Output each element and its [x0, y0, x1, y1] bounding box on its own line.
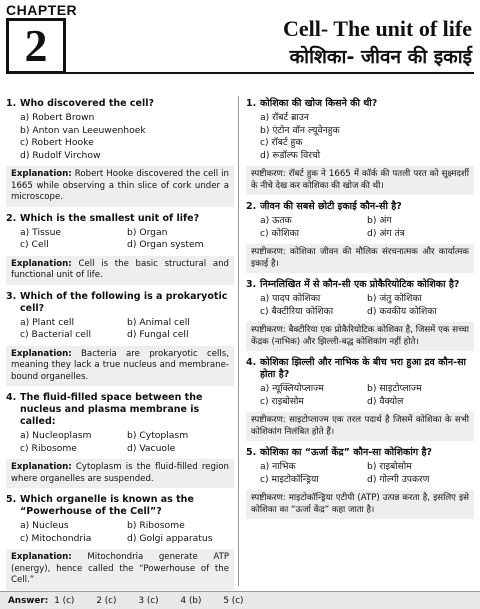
answer-item: 4 (b): [180, 595, 202, 606]
question-heading: [6, 494, 234, 518]
option-item: d) वैक्योल: [367, 395, 404, 407]
explanation-text: Cytoplasm is the fluid-filled region where organelles are suspended.: [11, 462, 229, 484]
question-heading: [246, 201, 474, 213]
question-text: निम्नलिखित में से कौन-सी एक प्रोकैरियोटिक कोशिका है?: [260, 279, 460, 290]
question-block: [6, 494, 234, 590]
question-heading: [246, 98, 474, 110]
hindi-questions-column: [246, 98, 474, 525]
answer-item: 2 (c): [96, 595, 117, 606]
option-item: a) ऊतक: [260, 215, 292, 226]
chapter-rule: [66, 72, 474, 74]
answer-item: 1 (c): [54, 595, 75, 606]
question-number: 2.: [6, 212, 17, 224]
english-questions-column: [6, 98, 234, 596]
option-item: b) जंतु कोशिका: [367, 293, 422, 304]
option-item: d) Vacuole: [127, 442, 176, 454]
question-text: कोशिका झिल्ली और नाभिक के बीच भरा हुआ द्रव कौन-सा होता है?: [260, 357, 466, 380]
option-item: d) कवकीय कोशिका: [367, 305, 437, 317]
option-item: c) रॉबर्ट हुक: [260, 137, 303, 148]
question-heading: [246, 279, 474, 291]
options-list: [20, 430, 234, 455]
option-item: d) Fungal cell: [127, 329, 189, 340]
question-block: [6, 98, 234, 207]
explanation-text: कोशिका जीवन की मौलिक संरचनात्मक और कार्यात्मक इकाई है।: [251, 247, 469, 269]
question-text: Who discovered the cell?: [20, 98, 154, 109]
question-block: [246, 447, 474, 519]
explanation-label: Explanation:: [11, 169, 72, 179]
answer-label: Answer:: [8, 595, 49, 606]
option-item: c) बैक्टीरिया कोशिका: [260, 305, 334, 317]
option-item: c) Mitochondria: [20, 532, 92, 544]
option-item: d) Organ system: [127, 239, 204, 250]
question-text: Which organelle is known as the “Powerhouse of the Cell”?: [20, 494, 194, 517]
question-block: [246, 201, 474, 273]
explanation-label: Explanation:: [11, 462, 72, 472]
option-item: a) रॉबर्ट ब्राउन: [260, 112, 309, 123]
explanation-text: माइटोकॉन्ड्रिया एटीपी (ATP) उत्पन्न करता है, इसलिए इसे कोशिका का “ऊर्जा केंद्र” कहा जाता है।: [251, 493, 469, 515]
explanation-label: Explanation:: [11, 348, 72, 359]
option-item: d) गोल्गी उपकरण: [367, 473, 430, 485]
answer-bar: [0, 591, 480, 609]
question-number: 4.: [246, 357, 257, 368]
option-item: a) न्यूक्लियोप्लाज्म: [260, 383, 324, 394]
option-item: b) Anton van Leeuwenhoek: [20, 124, 146, 136]
explanation-text: Cell is the basic structural and functional unit of life.: [11, 258, 229, 280]
title-hindi: कोशिका- जीवन की इकाई: [289, 46, 472, 68]
option-item: b) साइटोप्लाज्म: [367, 383, 422, 394]
question-number: 5.: [246, 447, 257, 458]
column-divider: [238, 96, 239, 586]
explanation-box: [246, 322, 474, 351]
explanation-box: [6, 549, 234, 590]
options-list: [20, 112, 234, 162]
explanation-box: [246, 244, 474, 273]
option-item: b) Animal cell: [127, 316, 190, 328]
options-list: [260, 215, 474, 240]
option-item: b) राइबोसोम: [367, 461, 412, 472]
question-number: 4.: [6, 392, 17, 403]
question-number: 5.: [6, 494, 17, 505]
question-text: Which is the smallest unit of life?: [20, 212, 200, 224]
question-block: [6, 213, 234, 285]
option-item: b) एंटोन वॉन ल्यूवेनहुक: [260, 124, 340, 136]
question-number: 1.: [6, 98, 17, 109]
option-item: c) Ribosome: [20, 442, 77, 454]
explanation-label: स्पष्टीकरण:: [251, 415, 286, 425]
option-item: b) Organ: [127, 226, 168, 238]
options-list: [260, 112, 474, 162]
answer-item: 3 (c): [138, 595, 159, 606]
explanation-box: [6, 459, 234, 488]
explanation-box: [6, 256, 234, 285]
question-heading: [6, 213, 234, 225]
question-block: [246, 279, 474, 351]
explanation-text: Mitochondria generate ATP (energy), hence called the “Powerhouse of the Cell.”: [11, 552, 229, 585]
question-text: The fluid-filled space between the nucleus and plasma membrane is called:: [20, 392, 203, 427]
option-item: a) पादप कोशिका: [260, 293, 321, 304]
explanation-box: [6, 166, 234, 207]
explanation-text: साइटोप्लाज्म एक तरल पदार्थ है जिसमें कोशिका के सभी कोशिकांग निलंबित होते हैं।: [251, 415, 469, 437]
explanation-label: स्पष्टीकरण:: [251, 247, 286, 257]
explanation-text: रॉबर्ट हुक ने 1665 में कॉर्क की पतली परत को सूक्ष्मदर्शी के नीचे देख कर कोशिका की खोज की थी।: [251, 169, 469, 191]
options-list: [20, 317, 234, 342]
question-number: 3.: [6, 290, 17, 302]
explanation-text: Robert Hooke discovered the cell in 1665 while observing a thin slice of cork under a microscope.: [11, 169, 229, 202]
question-heading: [6, 98, 234, 110]
option-item: a) नाभिक: [260, 461, 296, 472]
explanation-label: स्पष्टीकरण:: [251, 493, 286, 503]
explanation-box: [6, 346, 234, 387]
question-heading: [6, 291, 234, 315]
answer-item: 5 (c): [223, 595, 244, 606]
option-item: c) Robert Hooke: [20, 137, 94, 148]
question-heading: [246, 357, 474, 381]
option-item: a) Nucleoplasm: [20, 430, 92, 441]
explanation-label: Explanation:: [11, 258, 72, 269]
question-text: कोशिका की खोज किसने की थी?: [260, 98, 378, 109]
option-item: c) Bacterial cell: [20, 329, 92, 340]
option-item: a) Plant cell: [20, 316, 75, 328]
option-item: c) राइबोसोम: [260, 395, 304, 407]
question-text: जीवन की सबसे छोटी इकाई कौन-सी है?: [260, 201, 402, 212]
option-item: b) Ribosome: [127, 520, 185, 531]
explanation-box: [246, 412, 474, 441]
question-heading: [246, 447, 474, 459]
option-item: d) अंग तंत्र: [367, 227, 405, 239]
options-list: [260, 383, 474, 408]
explanation-label: स्पष्टीकरण:: [251, 325, 286, 335]
option-item: d) Golgi apparatus: [127, 532, 213, 544]
options-list: [260, 461, 474, 486]
options-list: [20, 227, 234, 252]
question-number: 2.: [246, 201, 257, 212]
chapter-number-box: [6, 18, 66, 74]
title-english: Cell- The unit of life: [282, 16, 472, 41]
option-item: d) Rudolf Virchow: [20, 149, 101, 161]
option-item: c) Cell: [20, 239, 49, 250]
explanation-box: [246, 490, 474, 519]
question-text: कोशिका का “ऊर्जा केंद्र” कौन-सा कोशिकांग है?: [260, 447, 433, 458]
explanation-label: Explanation:: [11, 552, 72, 562]
chapter-label: CHAPTER: [6, 2, 78, 18]
options-list: [260, 293, 474, 318]
explanation-text: बैक्टीरिया एक प्रोकैरियोटिक कोशिका है, जिसमें एक सच्चा केंद्रक (नाभिक) और झिल्ली-बद्ध कोशिकांग नहीं होते।: [251, 325, 469, 347]
chapter-number: 2: [24, 20, 48, 71]
explanation-text: Bacteria are prokaryotic cells, meaning they lack a true nucleus and membrane-bound organelles.: [11, 348, 229, 382]
explanation-box: [246, 166, 474, 195]
option-item: a) Nucleus: [20, 520, 69, 531]
question-heading: [6, 392, 234, 428]
question-number: 3.: [246, 279, 257, 290]
option-item: a) Robert Brown: [20, 112, 95, 123]
explanation-label: स्पष्टीकरण:: [251, 169, 286, 179]
option-item: c) माइटोकॉन्ड्रिया: [260, 473, 319, 485]
options-list: [20, 520, 234, 545]
option-item: c) कोशिका: [260, 227, 300, 239]
option-item: b) अंग: [367, 215, 392, 226]
option-item: d) रूडॉल्फ विरचो: [260, 149, 321, 161]
question-text: Which of the following is a prokaryotic cell?: [20, 290, 228, 314]
question-block: [6, 291, 234, 387]
question-block: [6, 392, 234, 488]
option-item: a) Tissue: [20, 226, 62, 238]
question-block: [246, 357, 474, 441]
option-item: b) Cytoplasm: [127, 430, 189, 441]
question-block: [246, 98, 474, 195]
question-number: 1.: [246, 98, 257, 109]
